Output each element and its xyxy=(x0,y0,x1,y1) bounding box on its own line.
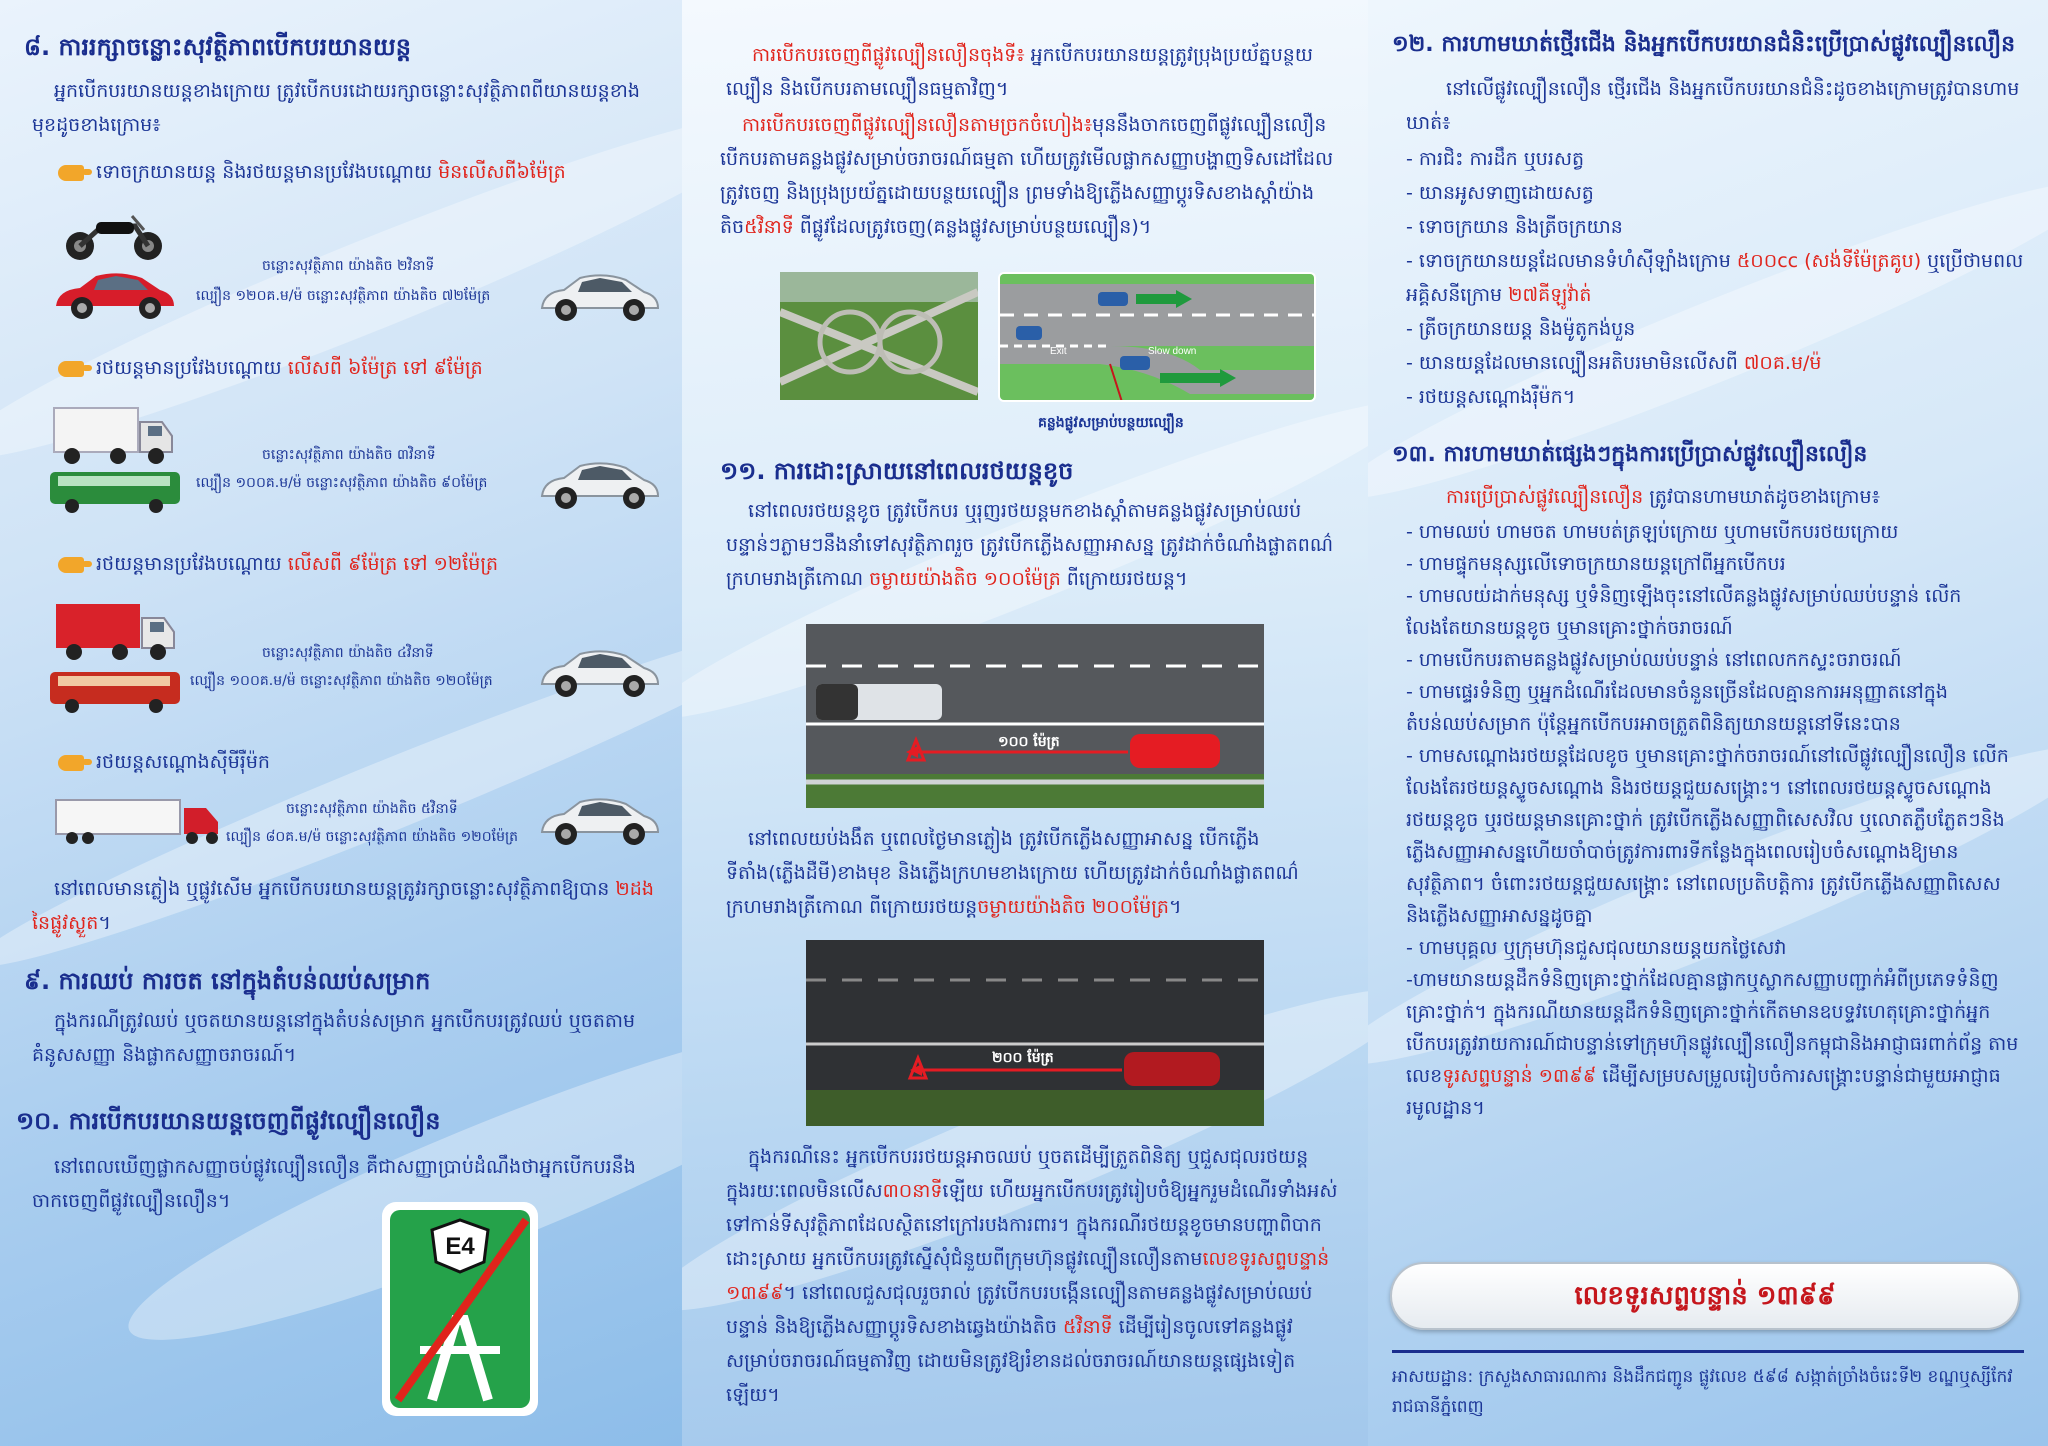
interchange-aerial-photo xyxy=(780,272,978,400)
list-item: -ហាមយានយន្តដឹកទំនិញគ្រោះថ្នាក់ដែលគ្មានផ្លាកឬស្លាកសញ្ញាបញ្ជាក់អំពីប្រភេទទំនិញគ្រោះថ្នាក់។ ក្នុងករណីយានយន្តដឹកទំនិញគ្រោះថ្នាក់កើតមានឧបទ្ទវហេតុគ្រោះថ្នាក់អ្នកបើកបរត្រូវរាយការណ៍ជាបន្ទាន់ទៅក្រុមហ៊ុនផ្លូវល្បឿនលឿនកម្ពុជានិងអាជ្ញាធរពាក់ព័ន្ធ តាមលេខទូរសព្ទបន្ទាន់ ១៣៩៩ ដើម្បីសម្របសម្រួលរៀបចំការសង្គ្រោះបន្ទាន់ជាមួយអាជ្ញាធរមូលដ្ឋាន។ xyxy=(1406,969,2019,1119)
section-10-title: ១០. ការបើកបរយានយន្តចេញពីផ្លូវល្បឿនលឿន xyxy=(16,1107,441,1135)
caption-2-line2: ល្បឿន ១០០គ.ម/ម៉ ចន្លោះសុវត្ថិភាព យ៉ាងតិច ៩០ម៉ែត្រ xyxy=(196,475,488,491)
bullet-3: រថយន្តមានប្រវែងបណ្តោយ លើសពី ៩ម៉ែត្រ ទៅ ១២ម៉ែត្រ xyxy=(58,552,498,580)
list-item: - ហាមលយ់ដាក់មនុស្ស ឬទំនិញឡើងចុះនៅលើគន្លងផ្លូវសម្រាប់ឈប់បន្ទាន់ លើកលែងតែយានយន្តខូច ឬមានគ្រោះថ្នាក់ចរាចរណ៍ xyxy=(1406,585,1962,639)
rain-note: នៅពេលមានភ្លៀង ឬផ្លូវសើម អ្នកបើកបរយានយន្តត្រូវរក្សាចន្លោះសុវត្ថិភាពឱ្យបាន ២ដង នៃផ្លូវស្ងួត។ xyxy=(32,878,654,934)
list-item: - ហាមសណ្តោងរថយន្តដែលខូច ឬមានគ្រោះថ្នាក់ចរាចរណ៍នៅលើផ្លូវល្បឿនលឿន លើកលែងតែរថយន្តស្ទូចសណ្តោង និងរថយន្តជួយសង្គ្រោះ។ នៅពេលរថយន្តស្ទូចសណ្តោង រថយន្តខូច ឬរថយន្តមានគ្រោះថ្នាក់ ត្រូវបើកភ្លើងសញ្ញាពិសេសវិល ឬលោតភ្លឹបភ្លែតៗនិងភ្លើងសញ្ញាអាសន្នហើយចាំបាច់ត្រូវការពារទីកន្លែងក្នុងពេលរៀបចំសណ្តោងឱ្យមានសុវត្ថិភាព។ ចំពោះរថយន្តជួយសង្គ្រោះ នៅពេលប្រតិបត្តិការ ត្រូវបើកភ្លើងសញ្ញាពិសេស និងភ្លើងសញ្ញាអាសន្នដូចគ្នា xyxy=(1406,745,2009,927)
night-rain-paragraph: នៅពេលយប់ងងឹត ឬពេលថ្ងៃមានភ្លៀង ត្រូវបើកភ្លើងសញ្ញាអាសន្ន បើកភ្លើងទីតាំង(ភ្លើងដឺមី)ខាងមុខ និងភ្លើងក្រហមខាងក្រោយ ហើយត្រូវដាក់ចំណាំងផ្លាតពណ៌ក្រហមរាងត្រីកោណ ពីក្រោយរថយន្តចម្ងាយយ៉ាងតិច ២០០ម៉ែត្រ។ xyxy=(726,828,1299,918)
white-truck-icon xyxy=(52,404,176,466)
caption-4-line2: ល្បឿន ៨០គ.ម/ម៉ ចន្លោះសុវត្ថិភាព យ៉ាងតិច ១២០ម៉ែត្រ xyxy=(226,829,519,845)
caption-4-line1: ចន្លោះសុវត្ថិភាព យ៉ាងតិច ៥វិនាទី xyxy=(286,801,458,817)
list-item: - រថយន្តសណ្តោងរ៉ឺម៉ក។ xyxy=(1406,386,1576,408)
svg-text:២០០ ម៉ែត្រ: ២០០ ម៉ែត្រ xyxy=(992,1050,1054,1066)
white-car-icon xyxy=(538,646,664,702)
semi-trailer-icon xyxy=(54,796,226,846)
bullet-4: រថយន្តសណ្តោងស៊ីមីរ៉ឺម៉ក xyxy=(58,750,270,778)
list-item: - ហាមបុគ្គល ឬក្រុមហ៊ុនជួសជុលយានយន្តយកថ្លៃសេវា xyxy=(1406,937,1787,959)
caption-1-line1: ចន្លោះសុវត្ថិភាព យ៉ាងតិច ២វិនាទី xyxy=(262,258,435,274)
red-car-icon xyxy=(50,268,180,324)
green-bus-icon xyxy=(48,468,184,514)
list-item: - ហាមផ្ទេរទំនិញ ឬអ្នកដំណើរដែលមានចំនួនច្រើនដែលគ្មានការអនុញ្ញាតនៅក្នុងតំបន់ឈប់សម្រាក ប៉ុន្តែអ្នកបើកបរអាចត្រួតពិនិត្យយានយន្តនៅទីនេះបាន xyxy=(1406,681,1948,735)
deceleration-lane-caption: គន្លងផ្លូវសម្រាប់បន្ថយល្បឿន xyxy=(1038,415,1184,431)
list-item: - ការជិះ ការដឹក ឬបរសត្វ xyxy=(1406,148,1585,170)
address: អាសយដ្ឋាន: ក្រសួងសាធារណការ និងដឹកជញ្ជូន ផ្លូវលេខ ៥៩៨ សង្កាត់ច្រាំងចំរេះទី២ ខណ្ឌឬស្សីកែវ រាជធានីភ្នំពេញ xyxy=(1392,1367,2013,1417)
svg-text:Exit: Exit xyxy=(1050,346,1067,357)
white-car-icon xyxy=(538,270,664,326)
caption-3-line1: ចន្លោះសុវត្ថិភាព យ៉ាងតិច ៤វិនាទី xyxy=(262,645,434,661)
section-12-list xyxy=(1406,142,2026,414)
list-item: - ហាមបើកបរតាមគន្លងផ្លូវសម្រាប់ឈប់បន្ទាន់ នៅពេលកកស្ទះចរាចរណ៍ xyxy=(1406,649,1902,671)
list-item: - ហាមផ្ទុកមនុស្សលើទោចក្រយានយន្តក្រៅពីអ្នកបើកបរ xyxy=(1406,553,1786,575)
caption-1-line2: ល្បឿន ១២០គ.ម/ម៉ ចន្លោះសុវត្ថិភាព យ៉ាងតិច ៧២ម៉ែត្រ xyxy=(196,288,491,304)
list-item: - ហាមឈប់ ហាមចត ហាមបត់ត្រឡប់ក្រោយ ឬហាមបើកបរថយក្រោយ xyxy=(1406,521,1899,543)
section-12-title: ១២. ការហាមឃាត់ថ្មើរជើង និងអ្នកបើកបរយានជំនិះប្រើប្រាស់ផ្លូវល្បឿនលឿន xyxy=(1392,32,2016,57)
section-13-intro: ការប្រើប្រាស់ផ្លូវល្បឿនលឿន ត្រូវបានហាមឃាត់ដូចខាងក្រោម៖ xyxy=(1446,486,1880,508)
exit-side-paragraph: ការបើកបរចេញពីផ្លូវល្បឿនលឿនតាមច្រកចំហៀង៖មុននឹងចាកចេញពីផ្លូវល្បឿនលឿនបើកបរតាមគន្លងផ្លូវសម្រាប់ចរាចរណ៍ធម្មតា ហើយត្រូវមើលផ្លាកសញ្ញាបង្ហាញទិសដៅដែលត្រូវចេញ និងប្រុងប្រយ័ត្នដោយបន្ថយល្បឿន ព្រមទាំងឱ្យភ្លើងសញ្ញាប្តូរទិសខាងស្តាំយ៉ាងតិច៥វិនាទី ពីផ្លូវដែលត្រូវចេញ(គន្លងផ្លូវសម្រាប់បន្ថយល្បឿន)។ xyxy=(720,114,1334,238)
exit-at-end-paragraph: ការបើកបរចេញពីផ្លូវល្បឿនលឿនចុងទី៖ អ្នកបើកបរយានយន្តត្រូវប្រុងប្រយ័ត្នបន្ថយល្បឿន និងបើកបរតាមល្បឿនធម្មតាវិញ។ xyxy=(726,44,1313,100)
divider xyxy=(1392,1350,2024,1353)
bullet-2: រថយន្តមានប្រវែងបណ្តោយ លើសពី ៦ម៉ែត្រ ទៅ ៩ម៉ែត្រ xyxy=(58,356,483,384)
svg-text:E4: E4 xyxy=(445,1233,475,1260)
section-12-intro: នៅលើផ្លូវល្បឿនលឿន ថ្មើរជើង និងអ្នកបើកបរយានជំនិះដូចខាងក្រោមត្រូវបានហាមឃាត់៖ xyxy=(1406,78,2020,134)
breakdown-day-diagram xyxy=(806,624,1264,808)
list-item: - ទោចក្រយានយន្តដែលមានទំហំស៊ីឡាំងក្រោម ៥០០cc (សង់ទីម៉ែត្រគូប) ឬប្រើថាមពលអគ្គិសនីក្រោម ២៧គីឡូវ៉ាត់ xyxy=(1406,250,2024,306)
section-8-intro: អ្នកបើកបរយានយន្តខាងក្រោយ ត្រូវបើកបរដោយរក្សាចន្លោះសុវត្ថិភាពពីយានយន្តខាងមុខដូចខាងក្រោម៖ xyxy=(32,80,640,136)
pointing-hand-icon xyxy=(58,165,84,181)
svg-text:១០០ ម៉ែត្រ: ១០០ ម៉ែត្រ xyxy=(998,734,1060,750)
list-item: - ត្រីចក្រយានយន្ត និងម៉ូតូកង់បួន xyxy=(1406,318,1636,340)
section-11-conclusion: ក្នុងករណីនេះ អ្នកបើកបររថយន្តអាចឈប់ ឬចតដើម្បីត្រួតពិនិត្យ ឬជួសជុលរថយន្តក្នុងរយៈពេលមិនលើស៣០នាទីឡើយ ហើយអ្នកបើកបរត្រូវរៀបចំឱ្យអ្នករួមដំណើរទាំងអស់ទៅកាន់ទីសុវត្ថិភាពដែលស្ថិតនៅក្រៅរបងការពារ។ ក្នុងករណីរថយន្តខូចមានបញ្ហាពិបាកដោះស្រាយ អ្នកបើកបរត្រូវស្នើសុំជំនួយពីក្រុមហ៊ុនផ្លូវល្បឿនលឿនតាមលេខទូរសព្ទបន្ទាន់ ១៣៩៩។ នៅពេលជួសជុលរួចរាល់ ត្រូវបើកបរបង្កើនល្បឿនតាមគន្លងផ្លូវសម្រាប់ឈប់បន្ទាន់ និងឱ្យភ្លើងសញ្ញាប្តូរទិសខាងឆ្វេងយ៉ាងតិច ៥វិនាទី ដើម្បីរៀនចូលទៅគន្លងផ្លូវសម្រាប់ចរាចរណ៍ធម្មតាវិញ ដោយមិនត្រូវឱ្យរំខានដល់ចរាចរណ៍យានយន្តផ្សេងទៀតឡើយ។ xyxy=(726,1146,1338,1406)
motorcycle-icon xyxy=(60,206,170,262)
svg-text:Slow down: Slow down xyxy=(1148,346,1197,357)
red-truck-icon xyxy=(54,600,178,662)
exit-lane-diagram xyxy=(998,272,1316,402)
section-11-body: នៅពេលរថយន្តខូច ត្រូវបើកបរ ឬរុញរថយន្តមកខាងស្តាំតាមគន្លងផ្លូវសម្រាប់ឈប់បន្ទាន់ៗភ្លាមៗនឹងនាំទៅសុវត្ថិភាពរួច ត្រូវបើកភ្លើងសញ្ញាអាសន្ន ត្រូវដាក់ចំណាំងផ្លាតពណ៌ក្រហមរាងត្រីកោណ ចម្ងាយយ៉ាងតិច ១០០ម៉ែត្រ ពីក្រោយរថយន្ត។ xyxy=(726,500,1334,590)
pointing-hand-icon xyxy=(58,557,84,573)
section-13-list xyxy=(1406,516,2026,1124)
emergency-hotline-button: លេខទូរសព្ទបន្ទាន់ ១៣៩៩ xyxy=(1390,1262,2020,1330)
section-9-title: ៩. ការឈប់ ការចត នៅក្នុងតំបន់ឈប់សម្រាក xyxy=(24,967,431,995)
pointing-hand-icon xyxy=(58,755,84,771)
caption-2-line1: ចន្លោះសុវត្ថិភាព យ៉ាងតិច ៣វិនាទី xyxy=(262,447,436,463)
pointing-hand-icon xyxy=(58,361,84,377)
list-item: - យានយន្តដែលមានល្បឿនអតិបរមាមិនលើសពី ៧០គ.ម/ម៉ xyxy=(1406,352,1822,374)
red-bus-icon xyxy=(48,668,184,714)
white-car-icon xyxy=(538,794,664,850)
white-car-icon xyxy=(538,458,664,514)
section-9-body: ក្នុងករណីត្រូវឈប់ ឬចតយានយន្តនៅក្នុងតំបន់សម្រាក អ្នកបើកបរត្រូវឈប់ ឬចតតាមគំនូសសញ្ញា និងផ្លាកសញ្ញាចរាចរណ៍។ xyxy=(32,1010,636,1066)
section-13-title: ១៣. ការហាមឃាត់ផ្សេងៗក្នុងការប្រើប្រាស់ផ្លូវល្បឿនលឿន xyxy=(1392,442,1868,467)
caption-3-line2: ល្បឿន ១០០គ.ម/ម៉ ចន្លោះសុវត្ថិភាព យ៉ាងតិច ១២០ម៉ែត្រ xyxy=(190,673,493,689)
list-item: - ទោចក្រយាន និងត្រីចក្រយាន xyxy=(1406,216,1623,238)
section-10-body: នៅពេលឃើញផ្លាកសញ្ញាចប់ផ្លូវល្បឿនលឿន គឺជាសញ្ញាប្រាប់ដំណឹងថាអ្នកបើកបរនឹងចាកចេញពីផ្លូវល្បឿនលឿន។ xyxy=(32,1156,636,1212)
end-of-expressway-sign xyxy=(380,1200,540,1418)
list-item: - យានអូសទាញដោយសត្វ xyxy=(1406,182,1594,204)
section-11-title: ១១. ការដោះស្រាយនៅពេលរថយន្តខូច xyxy=(720,457,1074,485)
section-8-title: ៨. ការរក្សាចន្លោះសុវត្ថិភាពបើកបរយានយន្ត xyxy=(24,33,411,61)
bullet-1: ទោចក្រយានយន្ត និងរថយន្តមានប្រវែងបណ្តោយ មិនលើសពី៦ម៉ែត្រ xyxy=(58,160,566,188)
breakdown-night-diagram xyxy=(806,940,1264,1126)
